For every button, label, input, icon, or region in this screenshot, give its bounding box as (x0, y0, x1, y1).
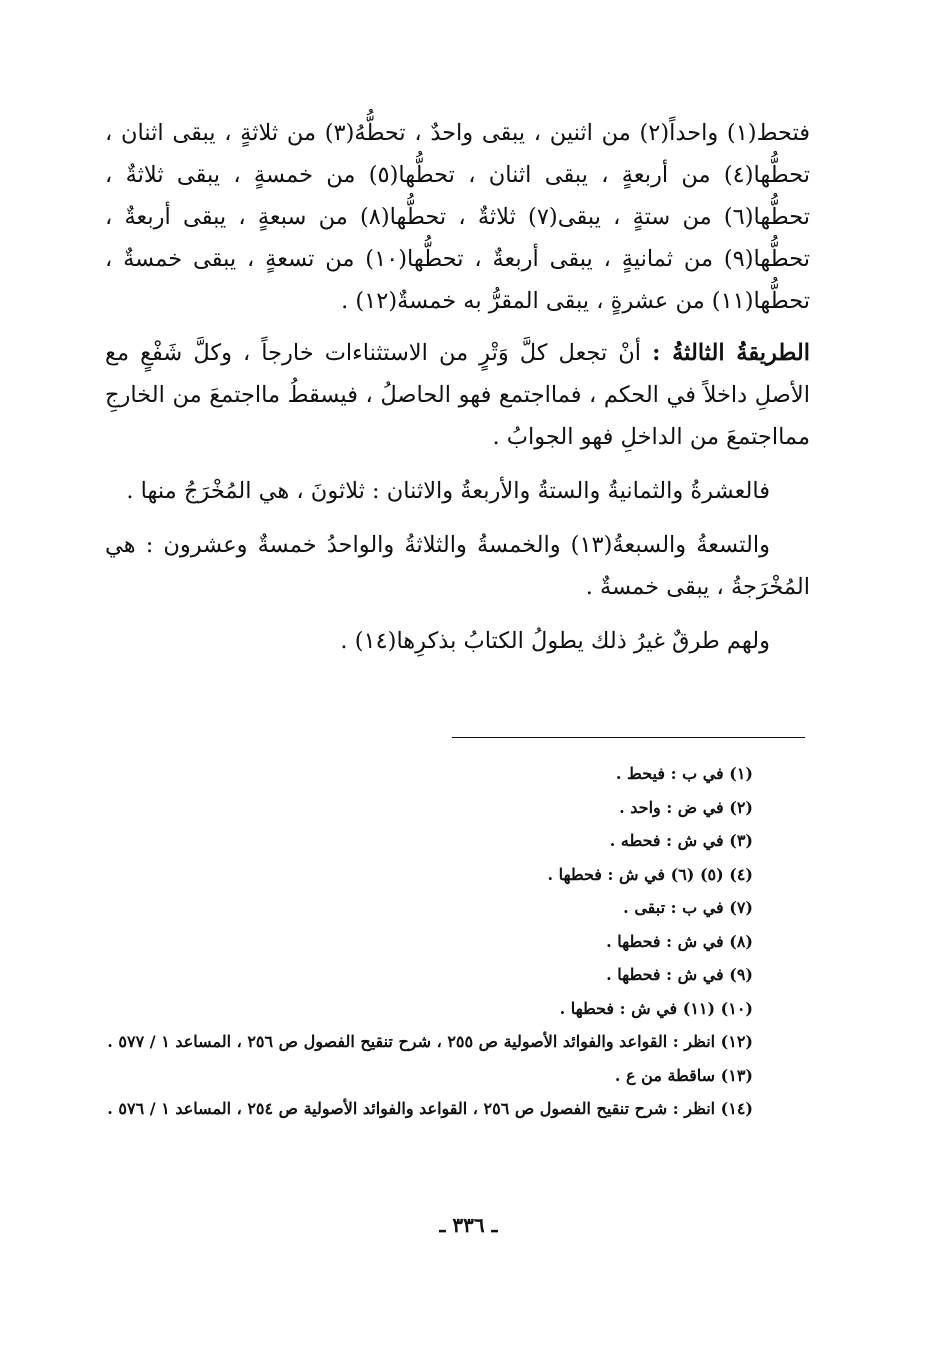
footnote-1: (١) في ب : فيحط . (615, 764, 753, 783)
main-text (105, 112, 810, 662)
paragraph-2 (105, 332, 810, 458)
footnote-2: (٢) في ض : واحد . (619, 797, 753, 817)
footnote-4-6: (٤) (٥) (٦) في ش : فحطها . (547, 864, 753, 884)
footnote-12: (١٢) انظر : القواعد والفوائد الأصولية ص ٢٥٥ ، شرح تنقيح الفصول ص ٢٥٦ ، المساعد ١ / ٥٧٧ . (107, 1032, 753, 1051)
footnote-13: (١٣) ساقطة من ع . (614, 1065, 753, 1085)
paragraph-1: فتحط(١) واحداً(٢) من اثنين ، يبقى واحدٌ ، تحطُّهُ(٣) من ثلاثةٍ ، يبقى اثنان ، تحطُّها(٤) من أربعةٍ ، يبقى اثنان ، تحطُّها(٥) من خمسةٍ ، يبقى ثلاثةٌ ، تحطُّها(٦) من ستةٍ ، يبقى(٧) ثلاثةٌ ، تحطُّها(٨) من سبعةٍ ، يبقى أربعةٌ ، تحطُّها(٩) من ثمانيةٍ ، يبقى أربعةٌ ، تحطُّها(١٠) من تسعةٍ ، يبقى خمسةٌ ، تحطُّها(١١) من عشرةٍ ، يبقى المقرُّ به خمسةٌ(١٢) . (105, 120, 811, 314)
footnote-7: (٧) في ب : تبقى . (623, 898, 753, 917)
paragraph-4: والتسعةُ والسبعةُ(١٣) والخمسةُ والثلاثةُ والواحدُ خمسةٌ وعشرون : هي المُخْرَجةُ ، يبقى خمسةٌ . (105, 532, 810, 600)
footnotes (105, 757, 753, 1126)
section-heading: الطريقةُ الثالثةُ : (652, 340, 810, 366)
page-number: ـ ٣٣٦ ـ (439, 1213, 498, 1237)
footnote-14: (١٤) انظر : شرح تنقيح الفصول ص ٢٥٦ ، القواعد والفوائد الأصولية ص ٢٥٤ ، المساعد ١ / ٥٧٦ . (107, 1099, 753, 1118)
footnote-9: (٩) في ش : فحطها . (606, 965, 753, 984)
paragraph-5: ولهم طرقٌ غيرُ ذلك يطولُ الكتابُ بذكرِها(١٤) . (340, 628, 770, 654)
paragraph-3: فالعشرةُ والثمانيةُ والستةُ والأربعةُ والاثنان : ثلاثونَ ، هي المُخْرَجُ منها . (126, 478, 770, 504)
footnote-3: (٣) في ش : فحطه . (609, 831, 753, 850)
footnote-separator (452, 737, 805, 738)
footnote-10-11: (١٠) (١١) في ش : فحطها . (559, 998, 753, 1018)
paragraph-2-text: أنْ تجعل كلَّ وَتْرٍ من الاستثناءات خارجاً ، وكلَّ شَفْعٍ مع الأصلِ داخلاً في الحكم ، فمااجتمع فهو الحاصلُ ، فيسقطُ مااجتمعَ من الخارجِ ممااجتمعَ من الداخلِ فهو الجوابُ . (105, 340, 810, 450)
footnote-8: (٨) في ش : فحطها . (606, 931, 753, 951)
